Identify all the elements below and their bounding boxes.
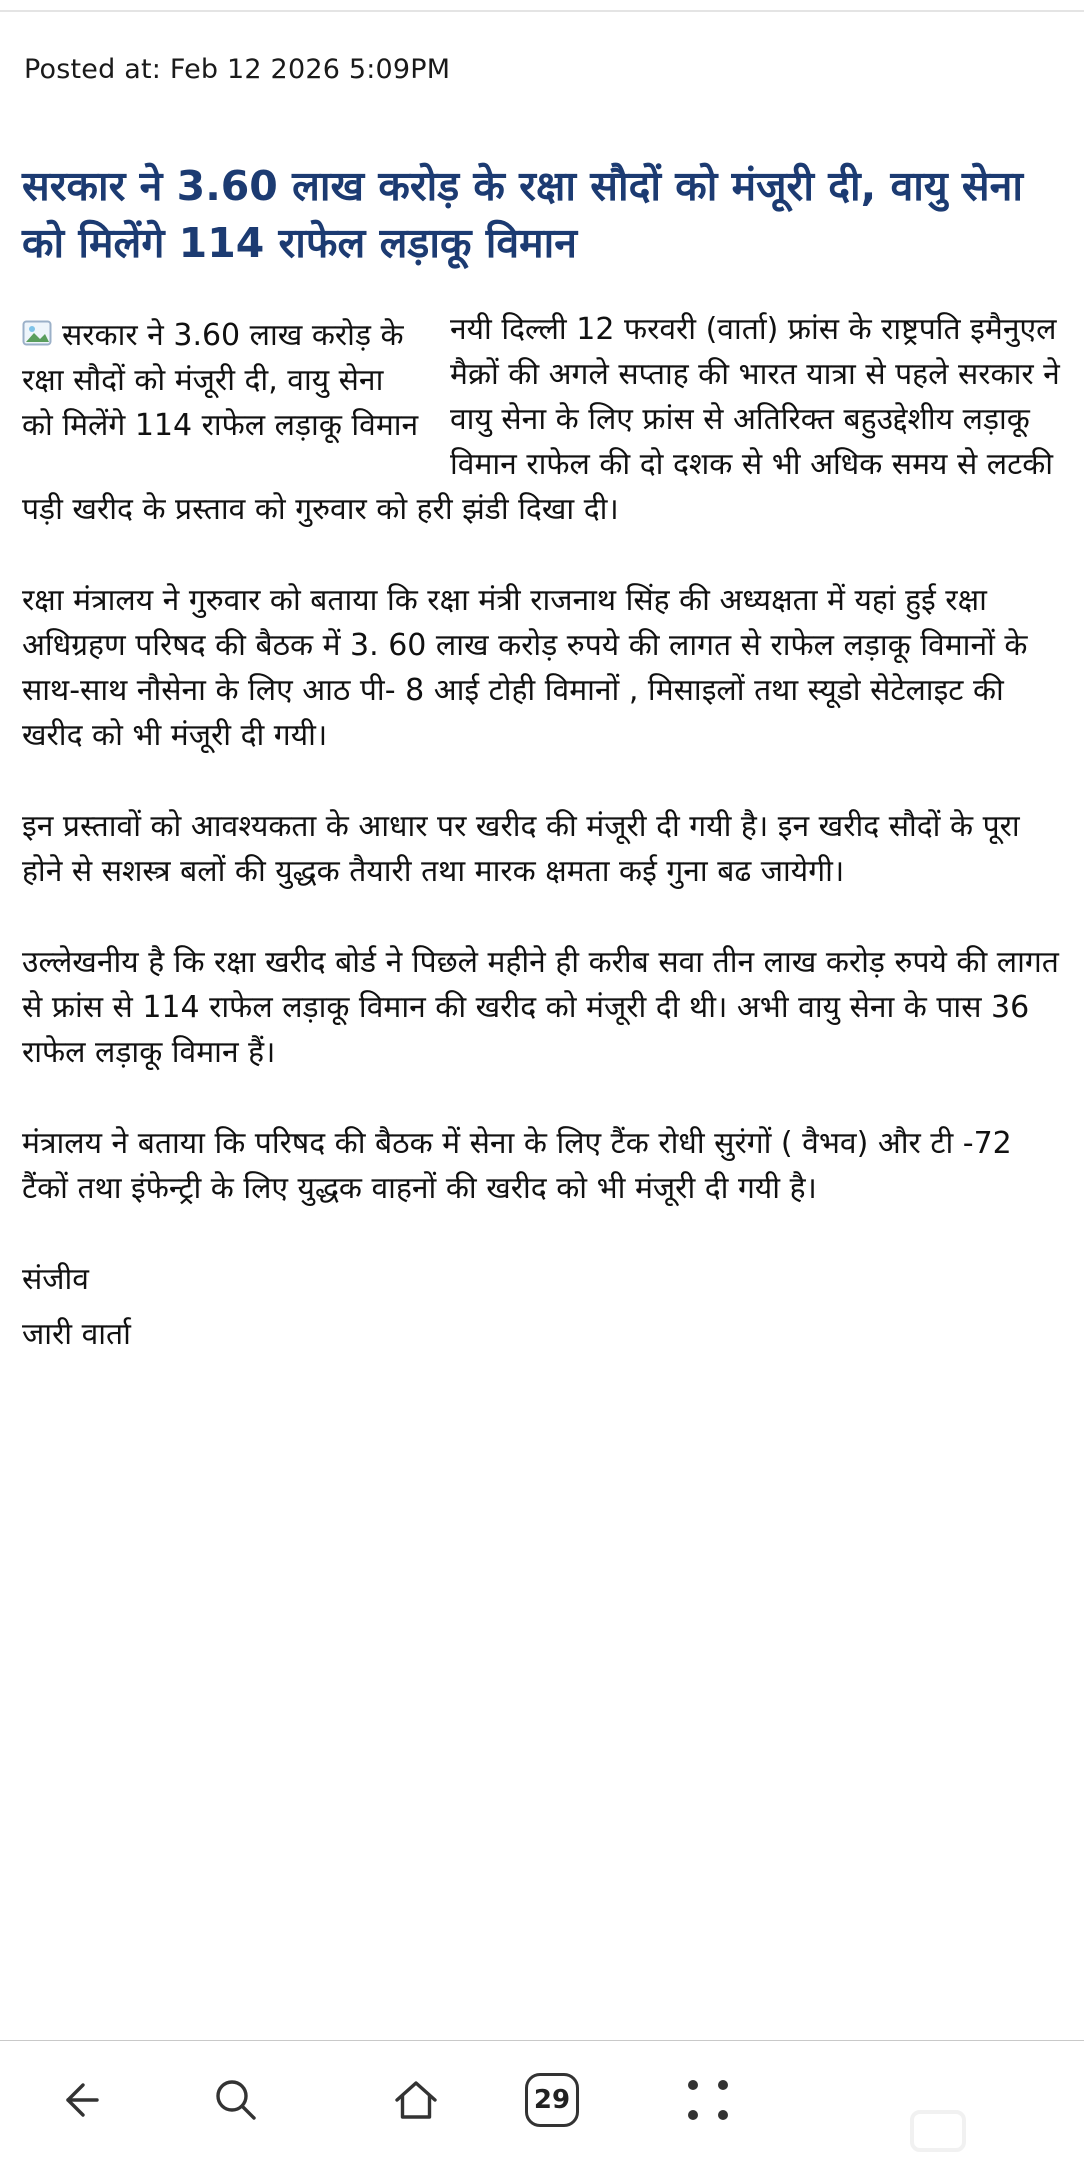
article-paragraph: रक्षा मंत्रालय ने गुरुवार को बताया कि रक्षा मंत्री राजनाथ सिंह की अध्यक्षता में यहां हुई रक्षा अधिग्रहण परिषद की बैठक में 3. 60 लाख करोड़ रुपये की लागत से राफेल लड़ाकू विमानों के साथ-साथ नौसेना के लिए आठ पी- 8 आई टोही विमानों , मिसाइलों तथा स्यूडो सेटेलाइट की खरीद को भी मंजूरी दी गयी।	[22, 583, 1028, 754]
menu-dot	[688, 2080, 698, 2090]
top-divider	[0, 10, 1084, 12]
image-caption: सरकार ने 3.60 लाख करोड़ के रक्षा सौदों को मंजूरी दी, वायु सेना को मिलेंगे 114 राफेल लड़ाकू विमान	[22, 318, 419, 444]
back-arrow-icon	[52, 2072, 108, 2128]
home-icon	[388, 2072, 444, 2128]
menu-dots-icon	[688, 2080, 728, 2120]
menu-dot	[718, 2110, 728, 2120]
faint-watermark	[910, 2110, 966, 2152]
tab-count: 29	[533, 2084, 571, 2115]
home-button[interactable]	[386, 2070, 446, 2130]
back-button[interactable]	[50, 2070, 110, 2130]
menu-button[interactable]	[678, 2070, 738, 2130]
menu-dot	[688, 2110, 698, 2120]
posted-at-timestamp: Posted at: Feb 12 2026 5:09PM	[24, 54, 451, 85]
article	[22, 158, 1062, 1357]
article-paragraph: उल्लेखनीय है कि रक्षा खरीद बोर्ड ने पिछले महीने ही करीब सवा तीन लाख करोड़ रुपये की लागत से फ्रांस से 114 राफेल लड़ाकू विमान की खरीद को मंजूरी दी थी। अभी वायु सेना के पास 36 राफेल लड़ाकू विमान हैं।	[22, 945, 1059, 1071]
search-icon	[208, 2072, 264, 2128]
article-headline: सरकार ने 3.60 लाख करोड़ के रक्षा सौदों को मंजूरी दी, वायु सेना को मिलेंगे 114 राफेल लड़ाकू विमान	[22, 162, 1024, 267]
image-caption-block	[22, 313, 420, 448]
article-paragraph: मंत्रालय ने बताया कि परिषद की बैठक में सेना के लिए टैंक रोधी सुरंगों ( वैभव) और टी -72 टैंकों तथा इंफेन्ट्री के लिए युद्धक वाहनों की खरीद को भी मंजूरी दी गयी है।	[22, 1126, 1012, 1207]
byline: संजीव	[22, 1262, 89, 1298]
tabs-button[interactable]	[522, 2070, 582, 2130]
tab-counter-icon	[525, 2073, 579, 2127]
menu-dot	[718, 2080, 728, 2090]
browser-navigation-bar	[0, 2040, 1084, 2158]
broken-image-icon	[22, 319, 56, 349]
lead-paragraph: नयी दिल्ली 12 फरवरी (वार्ता) फ्रांस के राष्ट्रपति इमैनुएल मैक्रों की अगले सप्ताह की भारत यात्रा से पहले सरकार ने वायु सेना के लिए फ्रांस से अतिरिक्त बहुउद्देशीय लड़ाकू विमान राफेल की दो दशक से भी अधिक समय से लटकी पड़ी खरीद के प्रस्ताव को गुरुवार को हरी झंडी दिखा दी।	[22, 312, 1060, 528]
search-button[interactable]	[206, 2070, 266, 2130]
agency-closing: जारी वार्ता	[22, 1317, 131, 1353]
article-paragraph: इन प्रस्तावों को आवश्यकता के आधार पर खरीद की मंजूरी दी गयी है। इन खरीद सौदों के पूरा होने से सशस्त्र बलों की युद्धक तैयारी तथा मारक क्षमता कई गुना बढ जायेगी।	[22, 809, 1020, 890]
